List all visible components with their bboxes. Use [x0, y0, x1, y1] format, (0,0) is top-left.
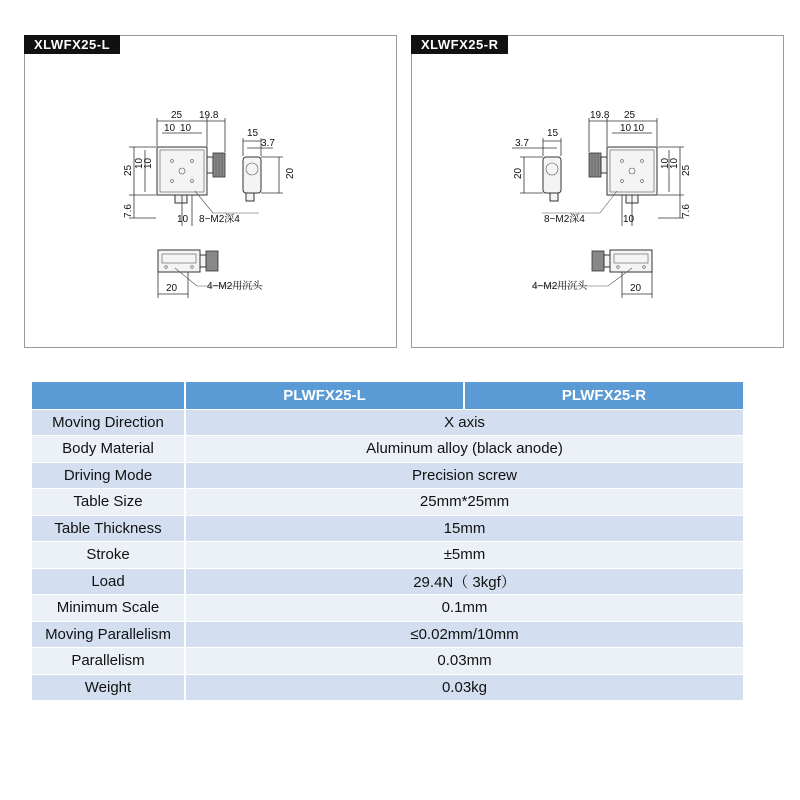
spec-value: X axis — [185, 409, 743, 436]
spec-value: 0.03mm — [185, 648, 743, 675]
spec-value: 29.4N（ 3kgf） — [185, 568, 743, 595]
spec-label: Moving Direction — [32, 409, 185, 436]
svg-text:10: 10 — [134, 157, 145, 169]
technical-drawing-left — [25, 36, 398, 349]
svg-text:8−M2深4: 8−M2深4 — [199, 214, 240, 225]
svg-text:20: 20 — [513, 167, 524, 179]
svg-text:3.7: 3.7 — [515, 138, 529, 149]
spec-value: 0.1mm — [185, 595, 743, 622]
svg-text:20: 20 — [285, 167, 296, 179]
svg-text:10: 10 — [177, 214, 189, 225]
spec-label: Body Material — [32, 436, 185, 463]
svg-text:20: 20 — [166, 283, 178, 294]
spec-header-row — [32, 382, 743, 409]
svg-text:10: 10 — [669, 157, 680, 169]
spec-row — [32, 489, 743, 516]
svg-text:25: 25 — [681, 164, 692, 176]
svg-text:10: 10 — [620, 123, 632, 134]
svg-text:10: 10 — [660, 157, 671, 169]
svg-text:15: 15 — [247, 128, 259, 139]
spec-label: Driving Mode — [32, 462, 185, 489]
spec-label: Stroke — [32, 542, 185, 569]
svg-text:10: 10 — [164, 123, 176, 134]
svg-text:15: 15 — [547, 128, 559, 139]
svg-text:8−M2深4: 8−M2深4 — [544, 214, 585, 225]
spec-value: 0.03kg — [185, 674, 743, 701]
svg-text:10: 10 — [180, 123, 192, 134]
svg-text:25: 25 — [171, 110, 183, 121]
spec-label: Parallelism — [32, 648, 185, 675]
stage-top-view — [157, 147, 207, 195]
model-tag-right: XLWFX25-R — [411, 35, 508, 54]
spec-label: Load — [32, 568, 185, 595]
spec-value: ≤0.02mm/10mm — [185, 621, 743, 648]
svg-text:25: 25 — [123, 164, 134, 176]
spec-header-empty — [32, 382, 185, 409]
spec-row — [32, 462, 743, 489]
svg-text:19.8: 19.8 — [199, 110, 219, 121]
drawing-panel-right — [411, 35, 784, 348]
svg-text:7.6: 7.6 — [123, 204, 134, 218]
spec-row — [32, 648, 743, 675]
spec-row — [32, 595, 743, 622]
spec-label: Table Thickness — [32, 515, 185, 542]
svg-text:20: 20 — [630, 283, 642, 294]
drawing-panel-left — [24, 35, 397, 348]
spec-label: Weight — [32, 674, 185, 701]
spec-label: Minimum Scale — [32, 595, 185, 622]
svg-text:19.8: 19.8 — [590, 110, 610, 121]
spec-value: Aluminum alloy (black anode) — [185, 436, 743, 463]
spec-header-r: PLWFX25-R — [464, 382, 743, 409]
spec-value: 15mm — [185, 515, 743, 542]
spec-label: Moving Parallelism — [32, 621, 185, 648]
svg-text:4−M2用沉头: 4−M2用沉头 — [532, 281, 588, 292]
svg-text:10: 10 — [143, 157, 154, 169]
stage-front-view — [158, 250, 200, 272]
svg-text:10: 10 — [623, 214, 635, 225]
spec-row — [32, 436, 743, 463]
spec-row — [32, 409, 743, 436]
svg-text:25: 25 — [624, 110, 636, 121]
spec-row — [32, 674, 743, 701]
spec-row — [32, 568, 743, 595]
spec-value: ±5mm — [185, 542, 743, 569]
spec-row — [32, 542, 743, 569]
spec-row — [32, 621, 743, 648]
model-tag-left: XLWFX25-L — [24, 35, 120, 54]
spec-value: Precision screw — [185, 462, 743, 489]
svg-text:10: 10 — [633, 123, 645, 134]
spec-label: Table Size — [32, 489, 185, 516]
technical-drawing-right — [412, 36, 785, 349]
svg-text:4−M2用沉头: 4−M2用沉头 — [207, 281, 263, 292]
svg-text:3.7: 3.7 — [261, 138, 275, 149]
svg-text:7.6: 7.6 — [681, 204, 692, 218]
spec-header-l: PLWFX25-L — [185, 382, 464, 409]
spec-row — [32, 515, 743, 542]
spec-value: 25mm*25mm — [185, 489, 743, 516]
spec-table — [32, 382, 743, 701]
